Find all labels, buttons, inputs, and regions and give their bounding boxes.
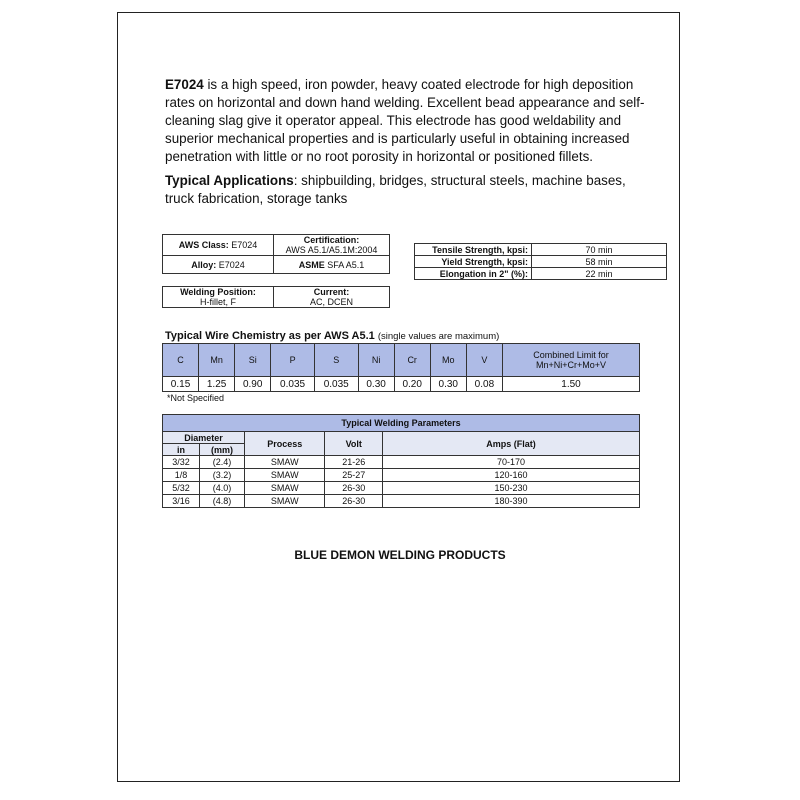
chem-value: 0.035 xyxy=(314,377,358,392)
current-value: AC, DCEN xyxy=(309,297,353,307)
applications-text: : shipbuilding, bridges, structural steels, machine bases, truck fabrication, storage tanks xyxy=(165,173,626,206)
diameter-in: 3/32 xyxy=(163,456,200,469)
diameter-header: Diameter xyxy=(163,432,245,444)
chemistry-note: (single values are maximum) xyxy=(377,331,500,342)
position-table xyxy=(162,286,390,308)
table-row xyxy=(163,377,640,392)
volt-value: 21-26 xyxy=(325,456,383,469)
chemistry-table xyxy=(162,343,640,392)
not-specified-footnote: *Not Specified xyxy=(167,393,225,403)
intro-text: is a high speed, iron powder, heavy coated electrode for high deposition rates on horizontal and down hand welding. Excellent bead appearance and self-cleaning slag give it operator appeal. This electrode has good weldability and superior mechanical properties and is particularly useful in obtaining increased penetration with little or no root porosity in horizontal or positioned fillets. xyxy=(165,77,645,164)
chem-header: Mn xyxy=(199,344,235,377)
diameter-in: 3/16 xyxy=(163,495,200,508)
welding-position-value: H-fillet, F xyxy=(200,297,236,307)
chem-header: P xyxy=(271,344,315,377)
process-value: SMAW xyxy=(245,495,325,508)
chem-header: V xyxy=(466,344,502,377)
table-row xyxy=(163,482,640,495)
amps-value: 70-170 xyxy=(383,456,640,469)
alloy-cell xyxy=(163,256,274,274)
alloy-label: Alloy: xyxy=(191,259,217,270)
certification-cell xyxy=(274,235,390,256)
current-cell xyxy=(274,287,390,308)
chemistry-title xyxy=(165,330,499,342)
asme-cell xyxy=(274,256,390,274)
chem-header: Combined Limit for Mn+Ni+Cr+Mo+V xyxy=(503,344,640,377)
chem-value: 0.035 xyxy=(271,377,315,392)
certification-label: Certification: xyxy=(303,235,360,245)
mechanical-label: Elongation in 2" (%): xyxy=(415,268,532,280)
diameter-mm: (3.2) xyxy=(200,469,245,482)
mechanical-value: 70 min xyxy=(532,244,667,256)
chem-value: 1.50 xyxy=(503,377,640,392)
in-header: in xyxy=(163,444,200,456)
table-header-row xyxy=(163,344,640,377)
process-header: Process xyxy=(245,432,325,456)
company-footer: BLUE DEMON WELDING PRODUCTS xyxy=(294,548,506,562)
chem-header: Mo xyxy=(430,344,466,377)
chem-value: 0.30 xyxy=(358,377,394,392)
welding-parameters-table xyxy=(162,414,640,508)
chem-header: C xyxy=(163,344,199,377)
applications-paragraph xyxy=(165,172,645,208)
process-value: SMAW xyxy=(245,456,325,469)
diameter-in: 1/8 xyxy=(163,469,200,482)
table-row xyxy=(163,469,640,482)
mechanical-value: 22 min xyxy=(532,268,667,280)
chem-header: Si xyxy=(235,344,271,377)
asme-label: ASME xyxy=(298,259,325,270)
welding-position-label: Welding Position: xyxy=(180,287,256,297)
chem-value: 0.08 xyxy=(466,377,502,392)
aws-class-value: E7024 xyxy=(231,240,258,250)
chem-header: Cr xyxy=(394,344,430,377)
diameter-mm: (2.4) xyxy=(200,456,245,469)
mechanical-label: Yield Strength, kpsi: xyxy=(415,256,532,268)
diameter-mm: (4.8) xyxy=(200,495,245,508)
welding-parameters-title: Typical Welding Parameters xyxy=(163,415,640,432)
amps-value: 150-230 xyxy=(383,482,640,495)
chem-value: 0.20 xyxy=(394,377,430,392)
amps-value: 120-160 xyxy=(383,469,640,482)
aws-class-label: AWS Class: xyxy=(178,240,229,250)
certification-value: AWS A5.1/A5.1M:2004 xyxy=(285,245,378,255)
volt-header: Volt xyxy=(325,432,383,456)
process-value: SMAW xyxy=(245,469,325,482)
intro-paragraph xyxy=(165,76,645,166)
table-row xyxy=(163,456,640,469)
diameter-in: 5/32 xyxy=(163,482,200,495)
diameter-mm: (4.0) xyxy=(200,482,245,495)
amps-value: 180-390 xyxy=(383,495,640,508)
volt-value: 26-30 xyxy=(325,482,383,495)
table-row xyxy=(163,495,640,508)
process-value: SMAW xyxy=(245,482,325,495)
current-label: Current: xyxy=(313,287,350,297)
amps-header: Amps (Flat) xyxy=(383,432,640,456)
volt-value: 25-27 xyxy=(325,469,383,482)
chem-value: 0.15 xyxy=(163,377,199,392)
chem-value: 0.90 xyxy=(235,377,271,392)
welding-position-cell xyxy=(163,287,274,308)
applications-label: Typical Applications xyxy=(165,173,294,188)
table-row xyxy=(415,256,667,268)
chem-header: Ni xyxy=(358,344,394,377)
chem-value: 1.25 xyxy=(199,377,235,392)
aws-class-cell xyxy=(163,235,274,256)
asme-value: SFA A5.1 xyxy=(327,259,365,270)
alloy-value: E7024 xyxy=(218,259,245,270)
certification-table xyxy=(162,234,390,274)
mechanical-label: Tensile Strength, kpsi: xyxy=(415,244,532,256)
chemistry-title-text: Typical Wire Chemistry as per AWS A5.1 xyxy=(165,330,375,342)
chem-value: 0.30 xyxy=(430,377,466,392)
mechanical-properties-table xyxy=(414,243,667,280)
chem-header: S xyxy=(314,344,358,377)
table-row xyxy=(415,244,667,256)
mm-header: (mm) xyxy=(200,444,245,456)
product-name: E7024 xyxy=(165,77,204,92)
volt-value: 26-30 xyxy=(325,495,383,508)
mechanical-value: 58 min xyxy=(532,256,667,268)
table-row xyxy=(415,268,667,280)
